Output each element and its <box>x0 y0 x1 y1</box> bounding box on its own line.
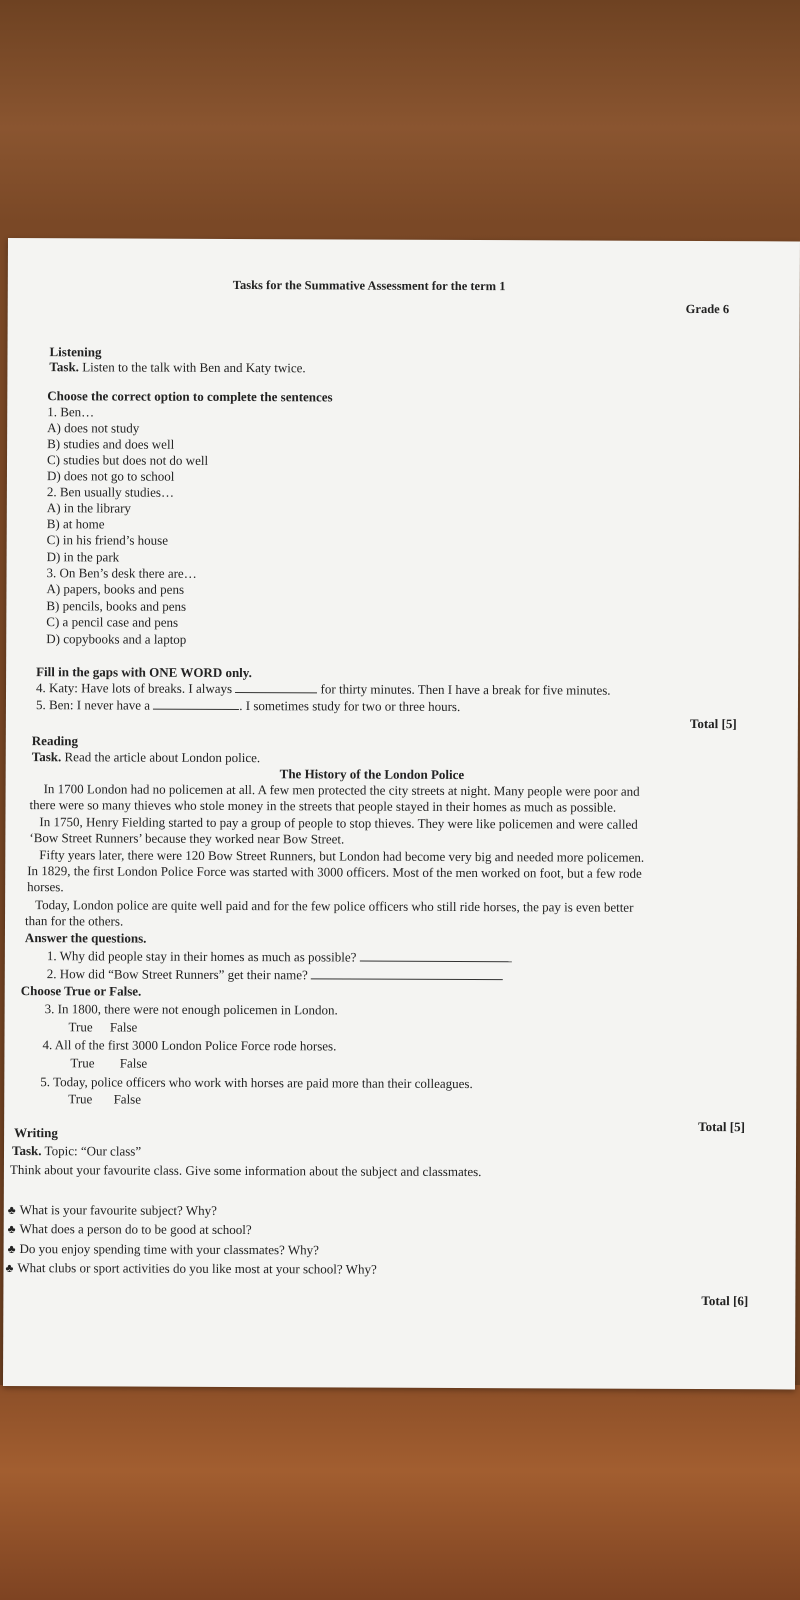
page-title: Tasks for the Summative Assessment for the term 1 <box>232 277 506 294</box>
listening-line: 2. Ben usually studies… <box>46 484 175 500</box>
writing-prompt: ♣ What clubs or sport activities do you like most at your school? Why? <box>5 1260 376 1278</box>
article-line: there were so many thieves who stole money in the streets that people stayed in their homes as much as possible. <box>29 797 617 815</box>
reading-question-3: 3. In 1800, there were not enough policemen in London. <box>44 1001 338 1018</box>
false-option[interactable]: False <box>113 1091 142 1107</box>
listening-task-text: Listen to the talk with Ben and Katy twice. <box>78 359 306 376</box>
answer-blank[interactable] <box>360 961 512 963</box>
article-line: In 1750, Henry Fielding started to pay a group of people to stop thieves. They were like policemen and were called <box>39 814 638 832</box>
listening-line: B) at home <box>46 516 105 532</box>
choose-heading: Choose the correct option to complete the sentences <box>47 388 333 405</box>
false-option[interactable]: False <box>119 1055 148 1071</box>
true-false-options <box>70 1055 147 1071</box>
article-line: ‘Bow Street Runners’ because they worked near Bow Street. <box>29 830 345 847</box>
listening-line: C) in his friend’s house <box>46 532 169 548</box>
listening-line: B) pencils, books and pens <box>46 598 187 614</box>
writing-intro: Think about your favourite class. Give some information about the subject and classmates. <box>9 1162 482 1180</box>
reading-question-2: 2. How did “Bow Street Runners” get their name? <box>47 966 503 984</box>
grade-label: Grade 6 <box>685 301 730 317</box>
listening-total: Total [5] <box>689 715 737 732</box>
writing-prompt: ♣ What is your favourite subject? Why? <box>8 1202 217 1219</box>
writing-total: Total [6] <box>701 1293 749 1309</box>
listening-heading: Listening <box>49 344 102 360</box>
writing-task: Task. Topic: “Our class” <box>11 1143 142 1159</box>
answer-blank[interactable] <box>235 692 317 693</box>
listening-line: A) in the library <box>46 500 131 516</box>
reading-task: Task. Read the article about London police. <box>31 749 261 766</box>
writing-prompt: ♣ Do you enjoy spending time with your classmates? Why? <box>8 1241 319 1258</box>
listening-line: B) studies and does well <box>47 436 175 452</box>
reading-question-4: 4. All of the first 3000 London Police Force rode horses. <box>42 1037 337 1054</box>
listening-task-label: Task. <box>49 359 80 375</box>
listening-line: C) studies but does not do well <box>47 452 209 468</box>
writing-prompt: ♣ What does a person do to be good at school? <box>8 1221 252 1238</box>
reading-total: Total [5] <box>698 1119 745 1135</box>
true-false-heading: Choose True or False. <box>20 983 142 999</box>
fill-gaps-heading: Fill in the gaps with ONE WORD only. <box>36 664 252 681</box>
true-false-options <box>69 1019 138 1035</box>
true-option[interactable]: True <box>70 1055 95 1071</box>
wooden-table <box>0 1385 800 1600</box>
gap-question-4: 4. Katy: Have lots of breaks. I always for thirty minutes. Then I have a break for five minutes. <box>36 680 611 698</box>
assessment-sheet <box>3 238 800 1389</box>
article-line: Fifty years later, there were 120 Bow Street Runners, but London had become very big and needed more policemen. <box>39 847 645 865</box>
answer-blank[interactable] <box>153 709 239 710</box>
listening-line: D) copybooks and a laptop <box>46 631 187 647</box>
listening-line: D) does not go to school <box>46 468 175 484</box>
listening-task <box>49 359 305 376</box>
listening-line: 1. Ben… <box>47 404 95 420</box>
true-false-options <box>68 1091 141 1107</box>
article-title: The History of the London Police <box>279 766 465 782</box>
listening-line: 3. On Ben’s desk there are… <box>46 565 197 581</box>
reading-question-1: 1. Why did people stay in their homes as much as possible? <box>47 948 512 966</box>
reading-heading: Reading <box>31 733 79 749</box>
false-option[interactable]: False <box>109 1019 138 1035</box>
listening-line: A) papers, books and pens <box>46 581 185 597</box>
article-line: horses. <box>27 879 64 895</box>
writing-heading: Writing <box>14 1125 58 1141</box>
reading-question-5: 5. Today, police officers who work with horses are paid more than their colleagues. <box>40 1074 473 1092</box>
true-option[interactable]: True <box>68 1019 93 1035</box>
listening-line: D) in the park <box>46 549 120 565</box>
article-line: Today, London police are quite well paid and for the few police officers who still ride horses, the pay is even better <box>35 897 634 915</box>
listening-line: A) does not study <box>47 420 140 436</box>
listening-line: C) a pencil case and pens <box>46 614 179 630</box>
answer-questions-heading: Answer the questions. <box>24 930 147 946</box>
article-line: In 1700 London had no policemen at all. A few men protected the city streets at night. Many people were poor and <box>43 781 640 799</box>
answer-blank[interactable] <box>311 978 503 980</box>
article-line: than for the others. <box>24 913 124 929</box>
true-option[interactable]: True <box>68 1091 93 1107</box>
gap-question-5: 5. Ben: I never have a . I sometimes study for two or three hours. <box>35 697 461 714</box>
article-line: In 1829, the first London Police Force was started with 3000 officers. Most of the men worked on foot, but a few rode <box>27 863 642 881</box>
